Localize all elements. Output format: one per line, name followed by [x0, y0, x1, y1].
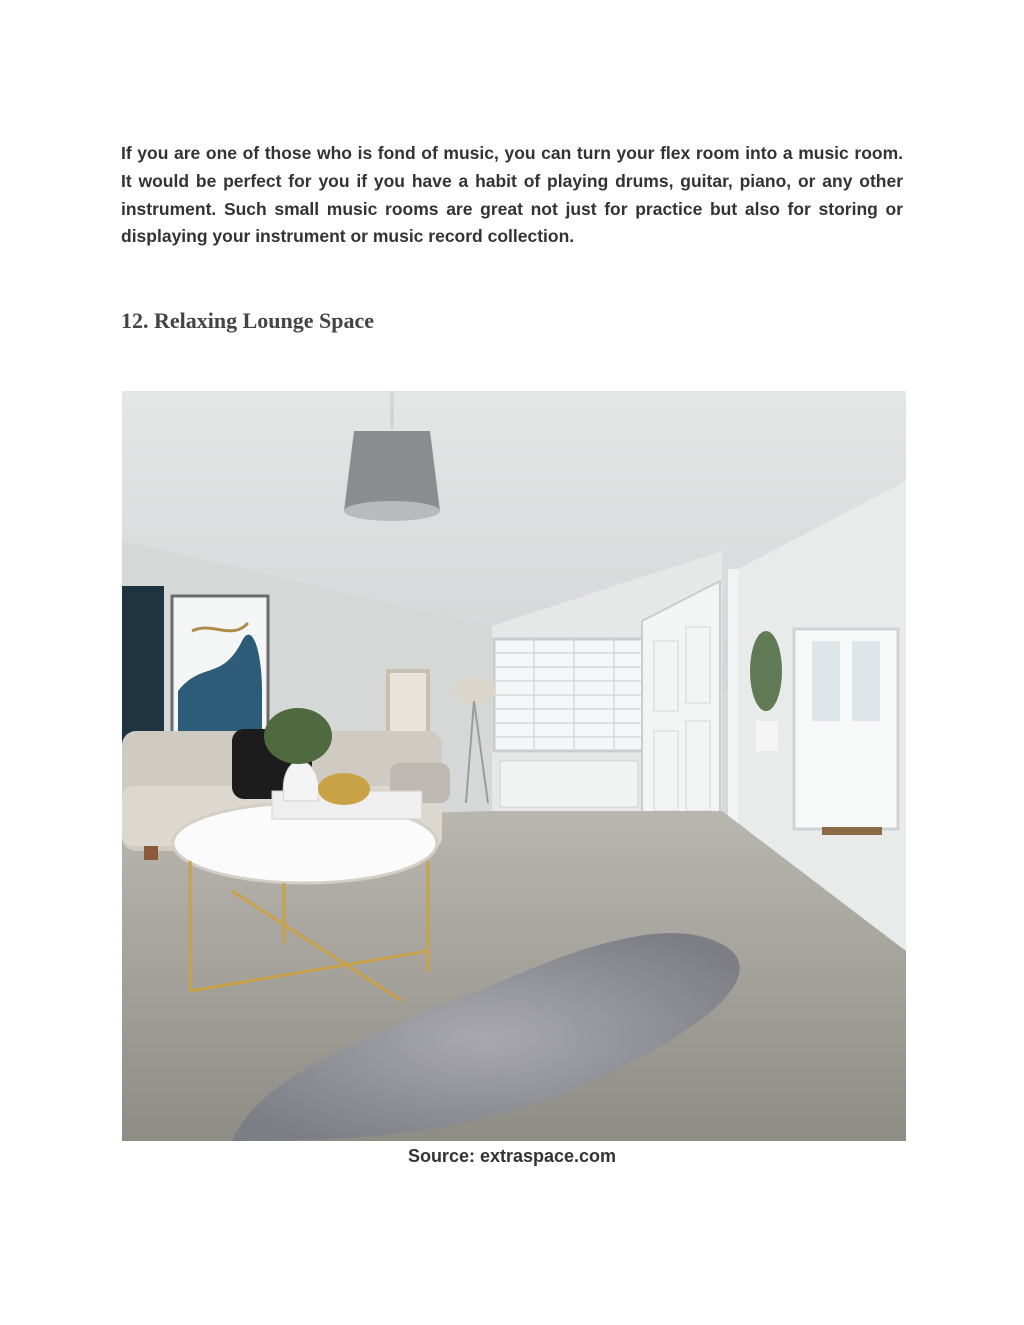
section-heading: 12. Relaxing Lounge Space	[121, 308, 375, 333]
lounge-room-photo	[122, 391, 906, 1141]
body-paragraph: If you are one of those who is fond of music, you can turn your flex room into a music room. It would be perfect for you if you have a habit of playing drums, guitar, piano, or any other instrument. Such small music rooms are great not just for practice but also for storing or displaying your instrument or music record collection.	[121, 143, 903, 247]
image-source-caption: Source: extraspace.com	[407, 1146, 617, 1166]
